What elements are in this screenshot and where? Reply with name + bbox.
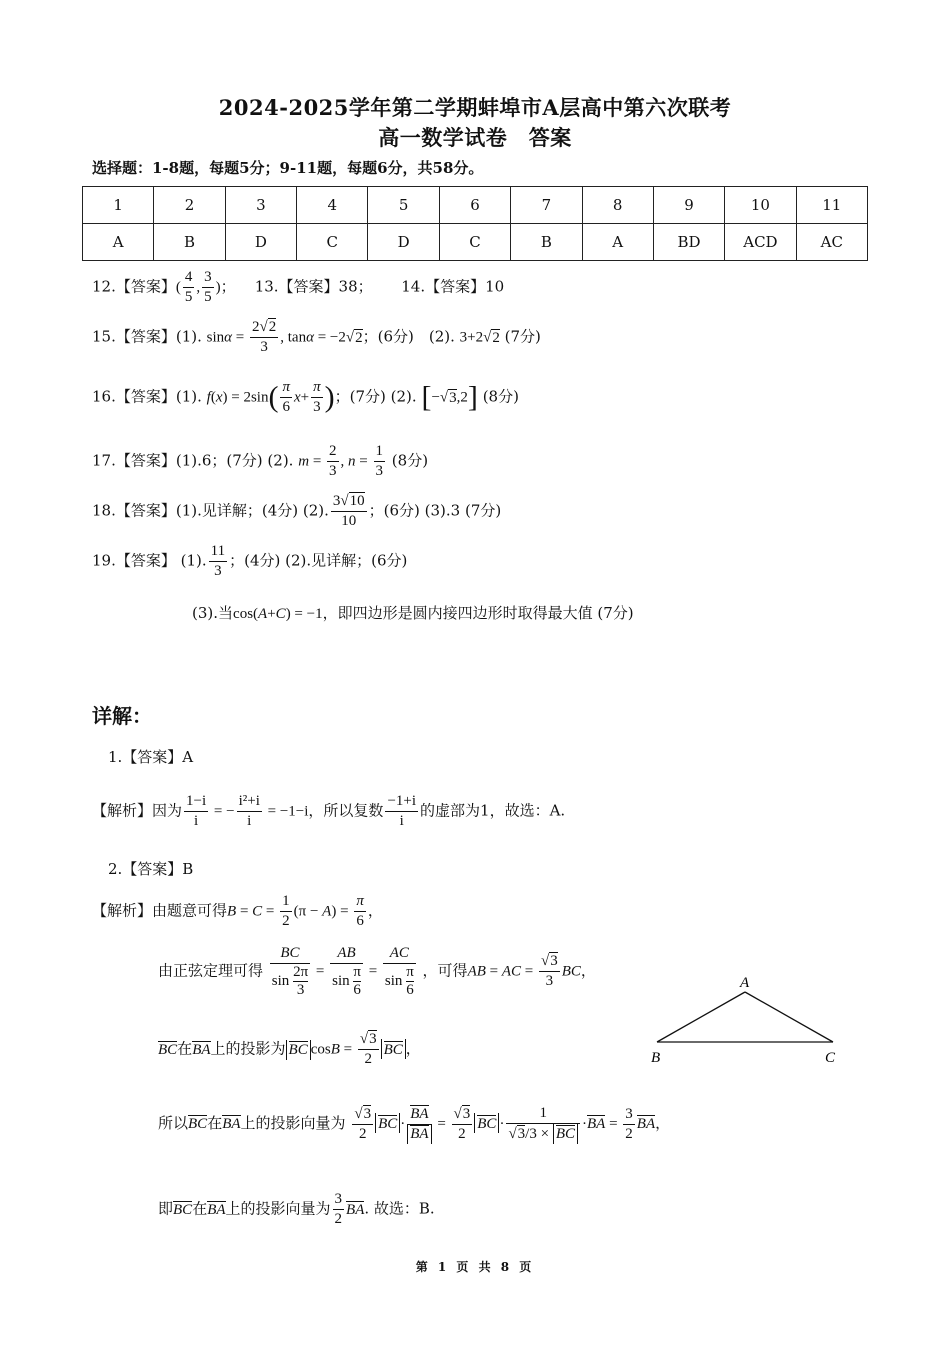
detail-q1-analysis: 【解析】因为 $\frac{1-i}{i}$ = − $\frac{\text{i²+i}}{i}$ = −1−i，所以复数 $\frac{-1+i}{i}$ 的虚部为1，故选：A. <box>92 793 566 829</box>
table-cell: 1 <box>83 187 154 224</box>
table-cell: A <box>582 224 653 261</box>
table-cell: 4 <box>297 187 368 224</box>
fraction: AB sin $\frac{\pi}{6}$ <box>332 945 361 998</box>
table-row-answers <box>83 224 868 261</box>
exam-title-line2: 高一数学试卷 答案 <box>378 125 572 150</box>
table-cell: D <box>368 224 439 261</box>
fraction: $\frac{2√2}{3}$ <box>252 319 277 355</box>
table-cell: C <box>297 224 368 261</box>
table-cell: 7 <box>511 187 582 224</box>
table-cell: 8 <box>582 187 653 224</box>
detail-q2-answer: 2.【答案】B <box>108 860 194 878</box>
table-cell: ACD <box>725 224 796 261</box>
fraction: $\frac{BA}{BA}$ <box>407 1105 431 1144</box>
fraction: BC sin $\frac{2\pi}{3}$ <box>271 945 309 998</box>
fraction: $\frac{-1+i}{i}$ <box>387 793 417 829</box>
table-cell: 10 <box>725 187 796 224</box>
table-cell: 3 <box>225 187 296 224</box>
fraction: $\frac{11}{3}$ <box>210 543 226 579</box>
fraction: $\frac{√3}{3}$ <box>541 953 558 989</box>
table-cell: B <box>511 224 582 261</box>
answer-line-17: 17.【答案】(1).6；(7分) (2). m = $\frac{2}{3}$ , n = $\frac{1}{3}$ (8分) <box>92 443 429 479</box>
choice-note: 选择题：1-8题，每题5分；9-11题，每题6分，共58分。 <box>92 159 484 177</box>
fraction: $\frac{1}{3}$ <box>375 443 384 479</box>
fraction: $\frac{3}{2}$ <box>334 1191 343 1227</box>
fraction: $\frac{\pi}{6}$ <box>356 893 364 929</box>
vertex-label-b: B <box>651 1050 661 1066</box>
detail-q2-line4: 所以BC在BA上的投影向量为 $\frac{√3}{2}$ BC · $\frac{BA}{BA}$ = $\frac{√3}{2}$ BC · $\frac{1}{√3/3 \times BC}$ ·BA = $\frac{3}{2}$ BA， <box>158 1105 671 1142</box>
detail-q2-line5: 即BC在BA上的投影向量为 $\frac{3}{2}$ BA. 故选：B. <box>158 1191 435 1227</box>
table-cell: 6 <box>439 187 510 224</box>
fraction: $\frac{3}{5}$ <box>204 269 212 305</box>
table-row-numbers <box>83 187 868 224</box>
table-cell: AC <box>796 224 867 261</box>
answer-line-16: 16.【答案】(1). f(x) = 2sin( $\frac{\pi}{6}$ x+ $\frac{\pi}{3}$ )；(7分) (2). [−√3,2] (8分) <box>92 379 519 415</box>
vertex-label-a: A <box>740 975 750 991</box>
fraction: $\frac{4}{5}$ <box>184 269 193 305</box>
fraction: $\frac{√3}{2}$ <box>359 1031 377 1067</box>
fraction: $\frac{√3}{2}$ <box>354 1105 372 1142</box>
fraction: $\frac{1-i}{i}$ <box>186 793 207 829</box>
detail-q2-line2: 由正弦定理可得 BC sin $\frac{2\pi}{3}$ = AB sin $\frac{\pi}{6}$ = AC sin $\frac{\pi}{6}$ ，可得AB = AC = $\frac{√3}{3}$ BC， <box>158 945 596 998</box>
fraction: $\frac{2}{3}$ <box>329 443 337 479</box>
vertex-label-c: C <box>825 1050 836 1066</box>
table-cell: B <box>154 224 225 261</box>
triangle-diagram <box>645 972 845 1068</box>
answer-line-12-14: 12.【答案】( $\frac{4}{5}$ , $\frac{3}{5}$ )； 13.【答案】38； 14.【答案】10 <box>92 269 505 305</box>
answer-line-19-part3: (3).当cos(A+C) = −1，即四边形是圆内接四边形时取得最大值 (7分) <box>192 604 634 622</box>
detail-heading: 详解： <box>92 704 152 728</box>
detail-q1-answer: 1.【答案】A <box>108 748 194 766</box>
exam-title-line1: 2024-2025学年第二学期蚌埠市A层高中第六次联考 <box>218 95 732 120</box>
answer-line-15: 15.【答案】(1). sinα = $\frac{2√2}{3}$ , tanα = −2√2；(6分) (2). 3+2√2 (7分) <box>92 319 541 355</box>
detail-q2-line3: BC在BA上的投影为 BC cosB = $\frac{√3}{2}$ BC ， <box>158 1031 421 1067</box>
answer-line-19: 19.【答案】 (1). $\frac{11}{3}$ ；(4分) (2).见详解；(6分) <box>92 543 408 579</box>
table-cell: BD <box>653 224 724 261</box>
table-cell: D <box>225 224 296 261</box>
answer-line-18: 18.【答案】(1).见详解；(4分) (2). $\frac{3√10}{10}$ ；(6分) (3).3 (7分) <box>92 493 502 529</box>
fraction: $\frac{\text{i²+i}}{i}$ <box>238 793 260 829</box>
triangle-side-ac <box>745 992 833 1042</box>
fraction: AC sin $\frac{\pi}{6}$ <box>384 945 414 998</box>
table-cell: 2 <box>154 187 225 224</box>
detail-q2-line1: 【解析】由题意可得B = C = $\frac{1}{2}$ (π − A) = $\frac{\pi}{6}$ ， <box>92 893 383 929</box>
fraction: $\frac{\pi}{6}$ <box>282 379 290 415</box>
page-footer: 第 1 页 共 8 页 <box>415 1260 535 1274</box>
table-cell: 9 <box>653 187 724 224</box>
table-cell: 11 <box>796 187 867 224</box>
fraction: $\frac{√3}{2}$ <box>453 1105 471 1142</box>
fraction: $\frac{3√10}{10}$ <box>332 493 365 529</box>
table-cell: C <box>439 224 510 261</box>
fraction: $\frac{\pi}{3}$ <box>313 379 321 415</box>
triangle-side-ba <box>657 992 745 1042</box>
table-cell: A <box>83 224 154 261</box>
fraction: $\frac{1}{2}$ <box>282 893 290 929</box>
table-cell: 5 <box>368 187 439 224</box>
fraction: $\frac{1}{√3/3 \times BC}$ <box>506 1104 580 1144</box>
choice-answer-table <box>82 186 868 261</box>
fraction: $\frac{3}{2}$ <box>625 1105 633 1142</box>
